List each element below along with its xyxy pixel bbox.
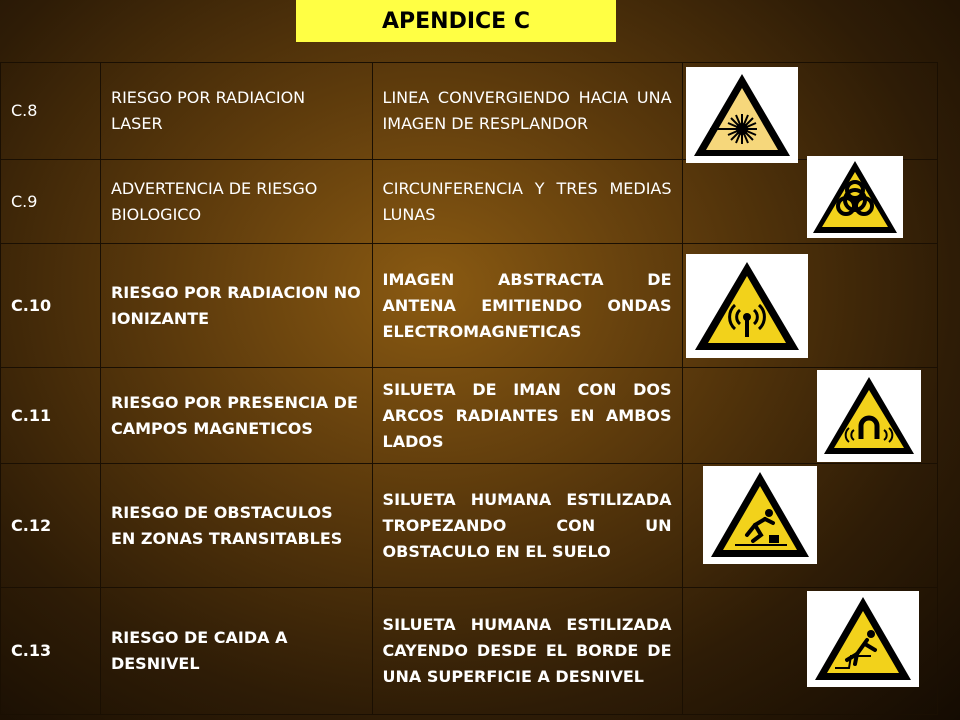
signs-table (0, 62, 938, 715)
tripping-hazard-icon (703, 466, 817, 564)
sign-name: RIESGO DE OBSTACULOS EN ZONAS TRANSITABLES (100, 464, 372, 588)
sign-image-cell (682, 368, 937, 464)
sign-name: ADVERTENCIA DE RIESGO BIOLOGICO (100, 160, 372, 244)
sign-name: RIESGO POR RADIACION NO IONIZANTE (100, 244, 372, 368)
non-ionizing-radiation-icon (686, 254, 808, 358)
sign-code: C.8 (1, 63, 101, 160)
sign-name: RIESGO POR PRESENCIA DE CAMPOS MAGNETICOS (100, 368, 372, 464)
sign-description: CIRCUNFERENCIA Y TRES MEDIAS LUNAS (372, 160, 682, 244)
table-row (1, 368, 938, 464)
sign-image-cell (682, 160, 937, 244)
sign-image-cell (682, 63, 937, 160)
biohazard-warning-icon (807, 156, 903, 238)
sign-name: RIESGO DE CAIDA A DESNIVEL (100, 588, 372, 715)
table-row (1, 588, 938, 715)
sign-description: SILUETA DE IMAN CON DOS ARCOS RADIANTES EN AMBOS LADOS (372, 368, 682, 464)
sign-description: IMAGEN ABSTRACTA DE ANTENA EMITIENDO ONDAS ELECTROMAGNETICAS (372, 244, 682, 368)
sign-image-cell (682, 588, 937, 715)
table-row (1, 63, 938, 160)
sign-description: SILUETA HUMANA ESTILIZADA TROPEZANDO CON UN OBSTACULO EN EL SUELO (372, 464, 682, 588)
table-row (1, 464, 938, 588)
sign-description: LINEA CONVERGIENDO HACIA UNA IMAGEN DE RESPLANDOR (372, 63, 682, 160)
sign-code: C.10 (1, 244, 101, 368)
sign-code: C.12 (1, 464, 101, 588)
sign-name: RIESGO POR RADIACION LASER (100, 63, 372, 160)
sign-image-cell (682, 244, 937, 368)
sign-code: C.13 (1, 588, 101, 715)
table-row (1, 244, 938, 368)
sign-code: C.11 (1, 368, 101, 464)
sign-image-cell (682, 464, 937, 588)
sign-code: C.9 (1, 160, 101, 244)
table-row (1, 160, 938, 244)
page-title: APENDICE C (296, 0, 616, 42)
laser-warning-icon (686, 67, 798, 163)
sign-description: SILUETA HUMANA ESTILIZADA CAYENDO DESDE EL BORDE DE UNA SUPERFICIE A DESNIVEL (372, 588, 682, 715)
magnetic-field-warning-icon (817, 370, 921, 462)
fall-hazard-icon (807, 591, 919, 687)
